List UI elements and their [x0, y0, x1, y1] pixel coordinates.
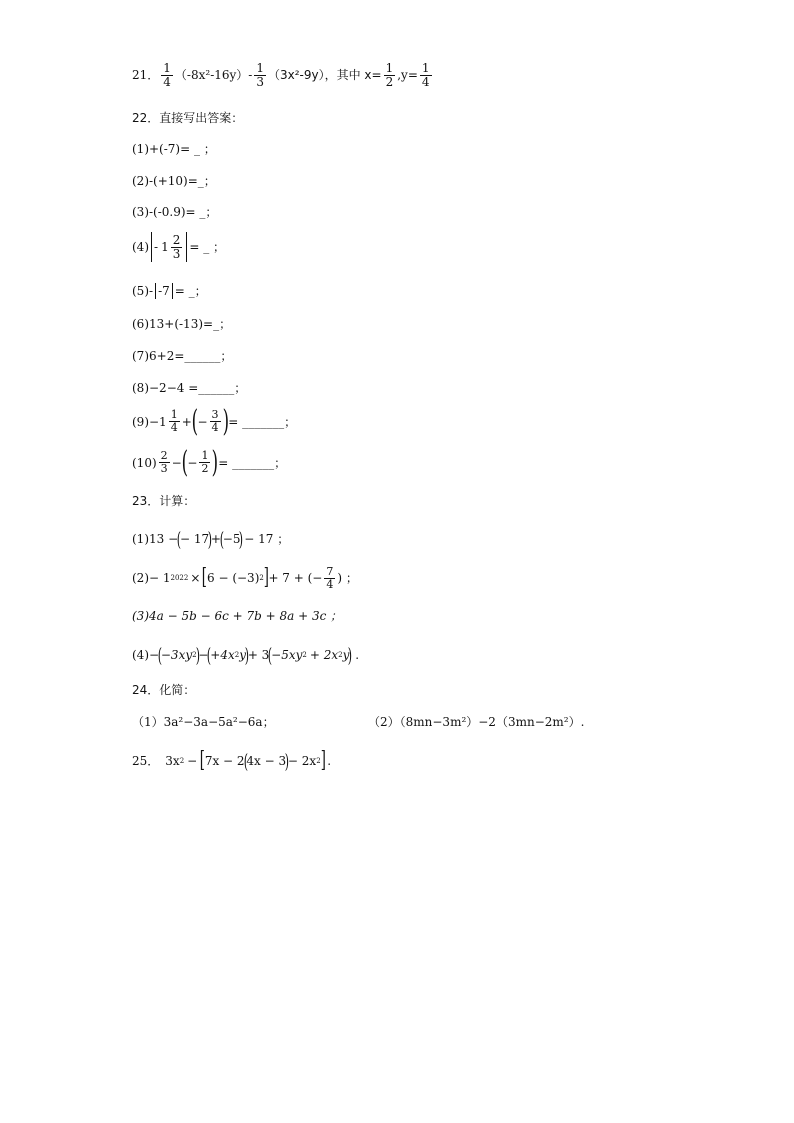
q23-item-1: (1)13 − ( − 17 ) + ( −5 ) − 17 ；	[132, 527, 290, 551]
q23-item-4: (4)− ( −3xy 2 ) − ( +4x 2 y ) + 3 ( −5xy 2 + 2x 2 y ) .	[132, 643, 360, 667]
abs-bar-left	[151, 232, 152, 262]
q22-item-8: (8)−2−4 =______；	[132, 381, 247, 395]
q21-fraction-1: $\frac{1}{4}$	[163, 61, 171, 89]
q22-item-9-fraction-1: $\frac{1}{4}$	[170, 408, 178, 434]
right-bracket: ]	[263, 565, 269, 591]
question-24-title: 24．化简：	[132, 683, 196, 697]
question-21	[132, 62, 434, 88]
q22-item-6: (6)13+(-13)=_；	[132, 317, 232, 331]
q22-item-3: (3)-(-0.9)= _；	[132, 205, 218, 219]
right-paren: )	[348, 643, 353, 667]
q22-item-4-fraction: $\frac{2}{3}$	[172, 232, 181, 261]
q21-term-2: （3x²-9y），其中 x=	[268, 68, 382, 83]
left-paren: (	[219, 527, 225, 551]
abs-bar-right	[186, 232, 187, 262]
q21-fraction-2: $\frac{1}{3}$	[256, 61, 264, 89]
left-bracket: [	[199, 748, 206, 773]
q23-item-2-fraction: $\frac{7}{4}$	[326, 565, 334, 591]
q25-number: 25．	[132, 754, 160, 768]
q22-item-1: (1)+(-7)= _ ；	[132, 142, 216, 156]
q22-item-10: (10) $\frac{2}{3}$ − ( − $\frac{1}{2}$ ) = _______；	[132, 445, 287, 480]
question-22-title: 22．直接写出答案：	[132, 111, 244, 125]
right-bracket: ]	[320, 748, 326, 773]
q21-term-3: ,y=	[397, 68, 418, 83]
q22-item-9-fraction-2: $\frac{3}{4}$	[211, 408, 219, 434]
q21-number: 21．	[132, 68, 160, 83]
q24-part-2: （2）（8mn−3m²）−2（3mn−2m²）.	[368, 715, 585, 729]
right-paren: )	[222, 404, 229, 439]
left-paren: (	[181, 445, 188, 480]
question-23-title: 23．计算：	[132, 494, 196, 508]
right-paren: )	[239, 527, 244, 551]
q21-term-1: （-8x²-16y）-	[174, 68, 253, 83]
question-25: 25． 3x 2 − [ 7x − 2 ( 4x − 3 ) − 2x 2 ] .	[132, 748, 332, 773]
q22-item-10-fraction-2: $\frac{1}{2}$	[201, 449, 209, 475]
left-bracket: [	[202, 565, 208, 591]
q22-item-4: (4) - 1 $\frac{2}{3}$ = _ ；	[132, 232, 226, 261]
q22-item-10-fraction-1: $\frac{2}{3}$	[160, 449, 168, 475]
q21-fraction-x: $\frac{1}{2}$	[385, 61, 394, 89]
left-paren: (	[176, 527, 182, 551]
left-paren: (	[207, 643, 212, 667]
q22-item-5: (5)- -7 = _；	[132, 284, 207, 298]
q22-item-4-label: (4)	[132, 240, 149, 254]
q22-item-2: (2)-(+10)=_；	[132, 174, 216, 188]
right-paren: )	[195, 643, 200, 667]
q21-fraction-y: $\frac{1}{4}$	[421, 61, 430, 89]
right-paren: )	[212, 445, 219, 480]
right-paren: )	[244, 643, 250, 667]
left-paren: (	[268, 643, 273, 667]
abs-bar-right	[172, 283, 173, 299]
left-paren: (	[191, 404, 198, 439]
right-paren: )	[207, 527, 213, 551]
q23-item-3: (3)4a − 5b − 6c + 7b + 8a + 3c ；	[132, 609, 343, 623]
right-paren: )	[284, 749, 290, 773]
left-paren: (	[243, 749, 248, 773]
q24-part-1: （1）3a²−3a−5a²−6a；	[132, 715, 275, 729]
q22-item-9: (9)−1 $\frac{1}{4}$ + ( − $\frac{3}{4}$ ) = _______；	[132, 404, 297, 439]
q22-item-7: (7)6+2=______；	[132, 349, 233, 363]
abs-bar-left	[155, 283, 156, 299]
left-paren: (	[157, 643, 163, 667]
q23-item-2: (2)− 1 2022 × [ 6 − (−3) 2 ] + 7 + (− $\frac{7}{4}$ ) ；	[132, 565, 358, 591]
